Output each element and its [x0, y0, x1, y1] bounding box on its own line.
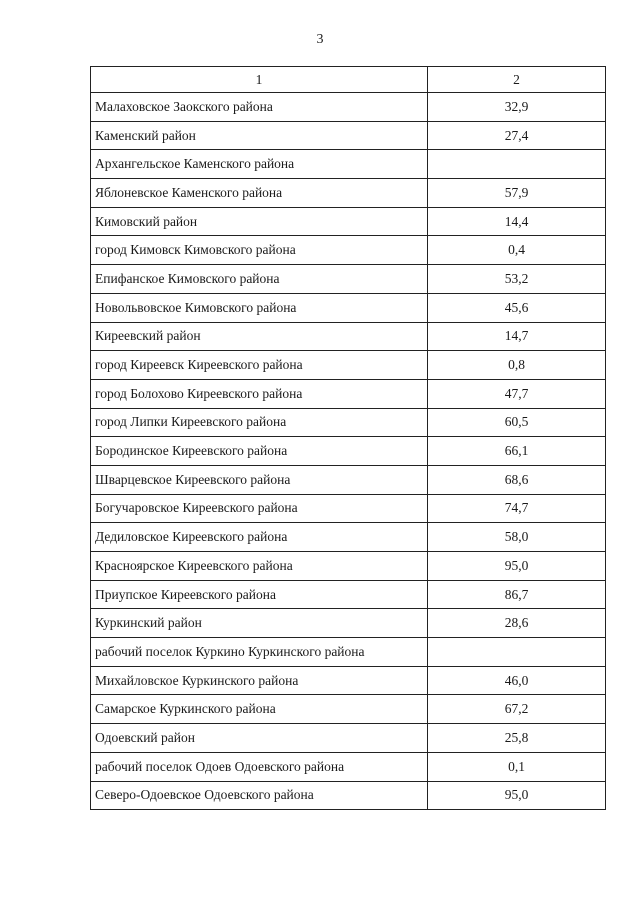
municipality-name-cell: Самарское Куркинского района — [91, 695, 428, 724]
municipality-name-cell: город Липки Киреевского района — [91, 408, 428, 437]
table-row — [91, 523, 606, 552]
municipality-name-cell: Михайловское Куркинского района — [91, 666, 428, 695]
municipality-name-cell: рабочий поселок Куркино Куркинского района — [91, 638, 428, 667]
value-cell: 46,0 — [428, 666, 606, 695]
table-row — [91, 437, 606, 466]
value-cell: 95,0 — [428, 781, 606, 810]
municipality-name-cell: город Кимовск Кимовского района — [91, 236, 428, 265]
table-row — [91, 379, 606, 408]
table-row — [91, 781, 606, 810]
value-cell: 66,1 — [428, 437, 606, 466]
value-cell: 45,6 — [428, 293, 606, 322]
value-cell: 28,6 — [428, 609, 606, 638]
municipality-name-cell: Красноярское Киреевского района — [91, 552, 428, 581]
value-cell: 47,7 — [428, 379, 606, 408]
value-cell: 0,8 — [428, 351, 606, 380]
value-cell — [428, 638, 606, 667]
municipality-name-cell: рабочий поселок Одоев Одоевского района — [91, 752, 428, 781]
municipality-name-cell: Бородинское Киреевского района — [91, 437, 428, 466]
municipality-name-cell: Северо-Одоевское Одоевского района — [91, 781, 428, 810]
municipality-name-cell: Архангельское Каменского района — [91, 150, 428, 179]
value-cell: 25,8 — [428, 724, 606, 753]
value-cell: 53,2 — [428, 265, 606, 294]
municipality-name-cell: Куркинский район — [91, 609, 428, 638]
municipality-name-cell: Приупское Киреевского района — [91, 580, 428, 609]
value-cell: 86,7 — [428, 580, 606, 609]
value-cell: 57,9 — [428, 179, 606, 208]
value-cell: 32,9 — [428, 93, 606, 122]
municipality-name-cell: Яблоневское Каменского района — [91, 179, 428, 208]
municipality-name-cell: Киреевский район — [91, 322, 428, 351]
column-header-1: 1 — [91, 67, 428, 93]
table-row — [91, 666, 606, 695]
municipality-name-cell: Епифанское Кимовского района — [91, 265, 428, 294]
table-row — [91, 179, 606, 208]
table-header-row — [91, 67, 606, 93]
municipality-name-cell: Малаховское Заокского района — [91, 93, 428, 122]
table-row — [91, 724, 606, 753]
municipality-name-cell: Дедиловское Киреевского района — [91, 523, 428, 552]
table-row — [91, 351, 606, 380]
table-row — [91, 150, 606, 179]
value-cell: 0,1 — [428, 752, 606, 781]
table-row — [91, 121, 606, 150]
table-row — [91, 408, 606, 437]
column-header-2: 2 — [428, 67, 606, 93]
table-row — [91, 638, 606, 667]
municipality-name-cell: Кимовский район — [91, 207, 428, 236]
table-row — [91, 494, 606, 523]
table-row — [91, 265, 606, 294]
table-row — [91, 322, 606, 351]
table-row — [91, 609, 606, 638]
table-row — [91, 552, 606, 581]
table-row — [91, 236, 606, 265]
table-row — [91, 580, 606, 609]
value-cell: 58,0 — [428, 523, 606, 552]
value-cell: 14,4 — [428, 207, 606, 236]
value-cell — [428, 150, 606, 179]
value-cell: 60,5 — [428, 408, 606, 437]
value-cell: 67,2 — [428, 695, 606, 724]
table-row — [91, 293, 606, 322]
table-row — [91, 93, 606, 122]
value-cell: 68,6 — [428, 465, 606, 494]
value-cell: 74,7 — [428, 494, 606, 523]
table-row — [91, 752, 606, 781]
municipality-name-cell: Каменский район — [91, 121, 428, 150]
municipality-name-cell: Шварцевское Киреевского района — [91, 465, 428, 494]
municipality-name-cell: Одоевский район — [91, 724, 428, 753]
value-cell: 95,0 — [428, 552, 606, 581]
table-row — [91, 465, 606, 494]
value-cell: 27,4 — [428, 121, 606, 150]
table-body — [91, 67, 606, 810]
value-cell: 0,4 — [428, 236, 606, 265]
municipality-name-cell: город Болохово Киреевского района — [91, 379, 428, 408]
table-row — [91, 695, 606, 724]
page-number: 3 — [316, 32, 324, 47]
municipality-name-cell: город Киреевск Киреевского района — [91, 351, 428, 380]
data-table — [90, 66, 606, 810]
municipality-name-cell: Богучаровское Киреевского района — [91, 494, 428, 523]
table-row — [91, 207, 606, 236]
municipality-name-cell: Новольвовское Кимовского района — [91, 293, 428, 322]
value-cell: 14,7 — [428, 322, 606, 351]
